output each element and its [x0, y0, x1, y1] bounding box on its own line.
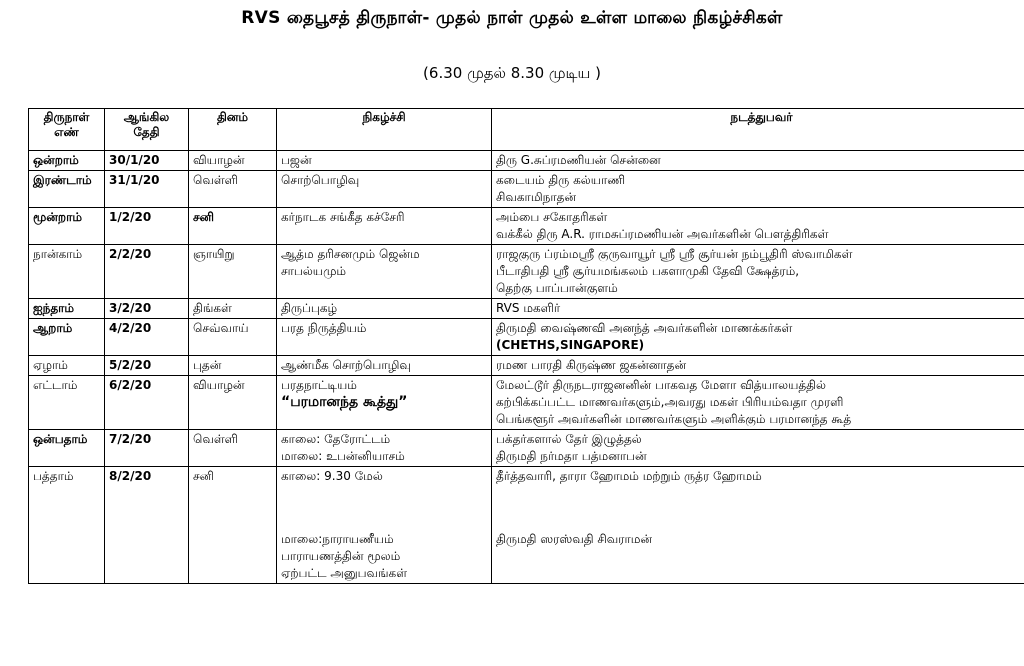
day-number-cell: மூன்றாம் [29, 208, 105, 245]
date-cell: 8/2/20 [105, 467, 189, 584]
weekday-cell: சனி [189, 467, 277, 584]
program-line: ஆண்மீக சொற்பொழிவு [281, 358, 411, 372]
performer-cell [492, 299, 1024, 319]
program-cell [277, 467, 492, 584]
page-subtitle: (6.30 முதல் 8.30 முடிய ) [423, 64, 601, 82]
program-cell [277, 171, 492, 208]
weekday-cell: திங்கள் [189, 299, 277, 319]
table-row [29, 299, 1024, 319]
day-number-cell: எட்டாம் [29, 376, 105, 430]
program-line: “பரமானந்த கூத்து” [281, 394, 408, 410]
program-line: காலை: 9.30 மேல் [281, 469, 383, 483]
performer-cell [492, 171, 1024, 208]
program-cell [277, 245, 492, 299]
performer-cell [492, 245, 1024, 299]
date-cell: 6/2/20 [105, 376, 189, 430]
weekday-cell: புதன் [189, 356, 277, 376]
program-cell [277, 430, 492, 467]
performer-line: RVS மகளிர் [496, 301, 561, 315]
performer-cell [492, 151, 1024, 171]
performer-line: திருமதி நர்மதா பத்மனாபன் [496, 449, 647, 463]
program-cell [277, 208, 492, 245]
weekday-cell: வியாழன் [189, 151, 277, 171]
program-line: மாலை: உபன்னியாசம் [281, 449, 405, 463]
performer-cell [492, 430, 1024, 467]
program-line: மாலை:நாராயணீயம் [281, 532, 394, 546]
day-number-cell: ஒன்றாம் [29, 151, 105, 171]
program-line: திருப்புகழ் [281, 301, 338, 315]
performer-line: தெற்கு பாப்பான்குளம் [496, 281, 618, 295]
date-cell: 5/2/20 [105, 356, 189, 376]
program-line: சாபல்யமும் [281, 264, 347, 278]
performer-line: கடையம் திரு கல்யாணி [496, 173, 626, 187]
performer-cell [492, 356, 1024, 376]
program-line: சொற்பொழிவு [281, 173, 360, 187]
program-line: ஏற்பட்ட அனுபவங்கள் [281, 566, 408, 580]
performer-line: மேலட்டூர் திருநடராஜனனின் பாகவத மேளா வித்யாலயத்தில் [496, 378, 826, 392]
header-day-number: திருநாள் எண் [29, 109, 105, 151]
program-line: பஜன் [281, 153, 312, 167]
day-number-cell: ஆறாம் [29, 319, 105, 356]
performer-line: வக்கீல் திரு A.R. ராமசுப்ரமணியன் அவர்களின் பௌத்திரிகள் [496, 227, 829, 241]
weekday-cell: வெள்ளி [189, 430, 277, 467]
table-row [29, 356, 1024, 376]
weekday-cell: வெள்ளி [189, 171, 277, 208]
program-cell [277, 356, 492, 376]
weekday-cell: செவ்வாய் [189, 319, 277, 356]
performer-line: (CHETHS,SINGAPORE) [496, 338, 645, 352]
header-program: நிகழ்ச்சி [277, 109, 492, 151]
weekday-cell: வியாழன் [189, 376, 277, 430]
day-number-cell: இரண்டாம் [29, 171, 105, 208]
performer-line: ராஜகுரு ப்ரம்மஸ்ரீ குருவாயூர் ஸ்ரீ ஸ்ரீ சூர்யன் நம்பூதிரி ஸ்வாமிகள் [496, 247, 853, 261]
program-line: ஆத்ம தரிசனமும் ஜென்ம [281, 247, 420, 261]
program-line: பாராயணத்தின் மூலம் [281, 549, 401, 563]
date-cell: 4/2/20 [105, 319, 189, 356]
table-row [29, 430, 1024, 467]
date-cell: 2/2/20 [105, 245, 189, 299]
table-row [29, 376, 1024, 430]
table-row [29, 208, 1024, 245]
table-row [29, 151, 1024, 171]
date-cell: 1/2/20 [105, 208, 189, 245]
table-row [29, 319, 1024, 356]
day-number-cell: ஒன்பதாம் [29, 430, 105, 467]
performer-cell [492, 467, 1024, 584]
program-cell [277, 376, 492, 430]
weekday-cell: சனி [189, 208, 277, 245]
table-header-row [29, 109, 1024, 151]
weekday-cell: ஞாயிறு [189, 245, 277, 299]
performer-line: பெங்களூர் அவர்களின் மாணவர்களும் அளிக்கும் பரமானந்த கூத் [496, 412, 852, 426]
day-number-cell: ஏழாம் [29, 356, 105, 376]
date-cell: 30/1/20 [105, 151, 189, 171]
performer-line: பீடாதிபதி ஸ்ரீ சூர்யமங்கலம் பகளாமுகி தேவி க்ஷேத்ரம், [496, 264, 800, 278]
header-english-date: ஆங்கில தேதி [105, 109, 189, 151]
program-line: பரதநாட்டியம் [281, 378, 357, 392]
day-number-cell: நான்காம் [29, 245, 105, 299]
program-cell [277, 299, 492, 319]
program-cell [277, 319, 492, 356]
day-number-cell: பத்தாம் [29, 467, 105, 584]
header-weekday: தினம் [189, 109, 277, 151]
program-line: கர்நாடக சங்கீத கச்சேரி [281, 210, 405, 224]
performer-line: கற்பிக்கப்பட்ட மாணவர்களும்,அவரது மகள் பிரியம்வதா முரளி [496, 395, 844, 409]
performer-line: அம்பை சகோதரிகள் [496, 210, 608, 224]
performer-cell [492, 208, 1024, 245]
date-cell: 31/1/20 [105, 171, 189, 208]
performer-line: திரு G.சுப்ரமணியன் சென்னை [496, 153, 661, 167]
performer-line: திருமதி ஸரஸ்வதி சிவராமன் [496, 532, 653, 546]
program-cell [277, 151, 492, 171]
performer-cell [492, 319, 1024, 356]
schedule-table [28, 108, 1024, 584]
day-number-cell: ஐந்தாம் [29, 299, 105, 319]
table-row [29, 171, 1024, 208]
table-row [29, 245, 1024, 299]
performer-line: பக்தர்களால் தேர் இழுத்தல் [496, 432, 642, 446]
performer-line: தீர்த்தவாரி, தாரா ஹோமம் மற்றும் ருத்ர ஹோமம் [496, 469, 762, 483]
program-line: பரத நிருத்தியம் [281, 321, 367, 335]
performer-line: ரமண பாரதி கிருஷ்ண ஜகன்னாதன் [496, 358, 687, 372]
program-line: காலை: தேரோட்டம் [281, 432, 391, 446]
page-title: RVS தைபூசத் திருநாள்- முதல் நாள் முதல் உள்ள மாலை நிகழ்ச்சிகள் [241, 8, 783, 28]
date-cell: 3/2/20 [105, 299, 189, 319]
performer-line: திருமதி வைஷ்ணவி அனந்த் அவர்களின் மாணக்கர்கள் [496, 321, 793, 335]
date-cell: 7/2/20 [105, 430, 189, 467]
table-row [29, 467, 1024, 584]
header-performer: நடத்துபவர் [492, 109, 1024, 151]
performer-cell [492, 376, 1024, 430]
performer-line: சிவகாமிநாதன் [496, 190, 577, 204]
